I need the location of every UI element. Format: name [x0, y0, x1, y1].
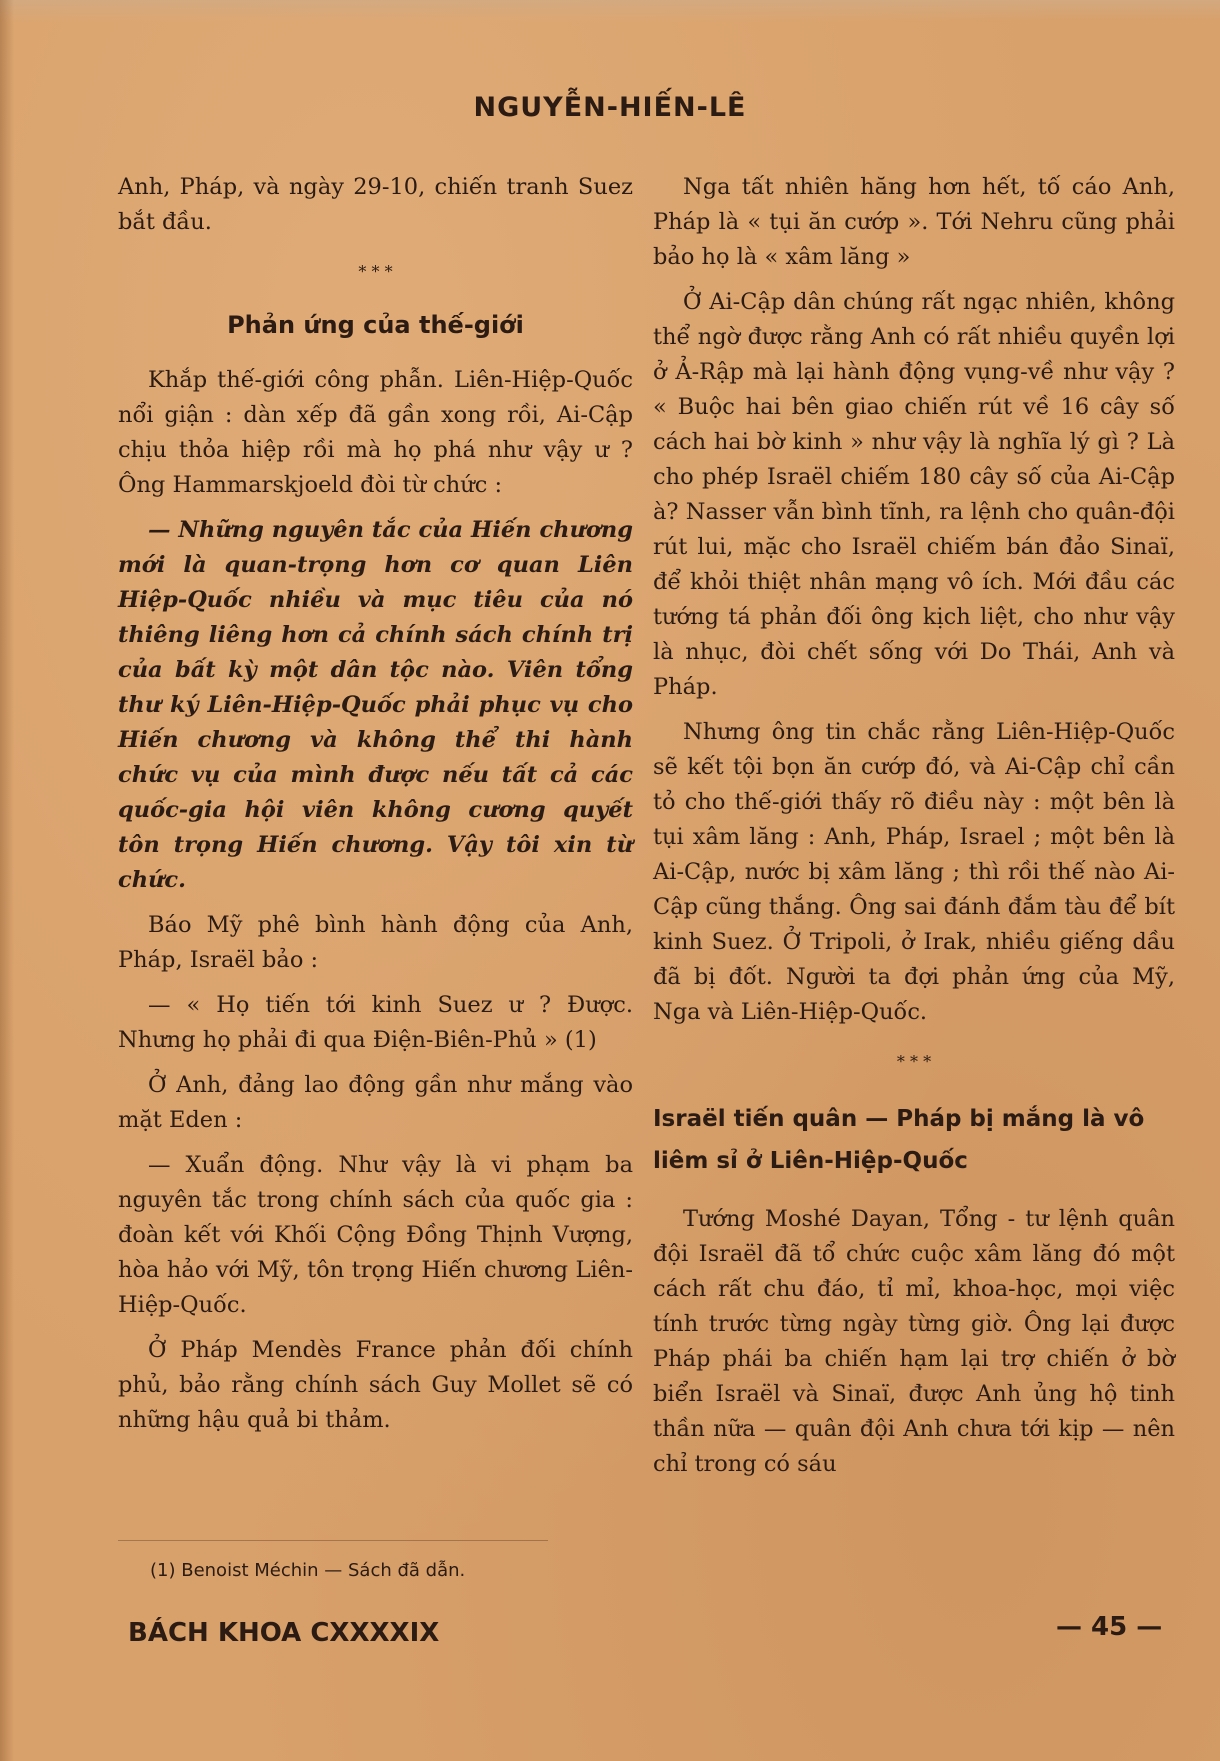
page-header: NGUYỄN-HIẾN-LÊ	[473, 92, 747, 123]
page-number: — 45 —	[1056, 1612, 1163, 1642]
right-column	[653, 170, 1175, 1492]
paper-edge-left	[0, 0, 14, 1761]
footnote: (1) Benoist Méchin — Sách đã dẫn.	[150, 1560, 466, 1581]
paper-edge-top	[0, 0, 1220, 22]
paragraph: Nhưng ông tin chắc rằng Liên-Hiệp-Quốc sẽ kết tội bọn ăn cướp đó, và Ai-Cập chỉ cần tỏ cho thế-giới thấy rõ điều này : một bên là tụi xâm lăng : Anh, Pháp, Israel ; một bên là Ai-Cập, nước bị xâm lăng ; thì rồi thế nào Ai-Cập cũng thắng. Ông sai đánh đắm tàu để bít kinh Suez. Ở Tripoli, ở Irak, nhiều giếng dầu đã bị đốt. Người ta đợi phản ứng của Mỹ, Nga và Liên-Hiệp-Quốc.	[653, 719, 1175, 1025]
section-separator: * * *	[358, 262, 393, 281]
paragraph: — « Họ tiến tới kinh Suez ư ? Được. Nhưng họ phải đi qua Điện-Biên-Phủ » (1)	[118, 992, 633, 1053]
section-title: Phản ứng của thế-giới	[227, 311, 524, 339]
paragraph: Nga tất nhiên hăng hơn hết, tố cáo Anh, Pháp là « tụi ăn cướp ». Tới Nehru cũng phải bảo họ là « xâm lăng »	[653, 174, 1175, 270]
paragraph: Tướng Moshé Dayan, Tổng - tư lệnh quân đội Israël đã tổ chức cuộc xâm lăng đó một cách rất chu đáo, tỉ mỉ, khoa-học, mọi việc tính trước từng ngày từng giờ. Ông lại được Pháp phái ba chiến hạm lại trợ chiến ở bờ biển Israël và Sinaï, được Anh ủng hộ tinh thần nữa — quân đội Anh chưa tới kịp — nên chỉ trong có sáu	[653, 1206, 1175, 1477]
left-column	[118, 170, 633, 1448]
paragraph: Anh, Pháp, và ngày 29-10, chiến tranh Suez bắt đầu.	[118, 174, 633, 235]
paragraph: Ở Pháp Mendès France phản đối chính phủ, bảo rằng chính sách Guy Mollet sẽ có những hậu quả bi thảm.	[118, 1337, 633, 1433]
footnote-divider	[118, 1540, 548, 1541]
footer-publication: BÁCH KHOA CXXXXIX	[128, 1618, 440, 1648]
paragraph: — Xuẩn động. Như vậy là vi phạm ba nguyên tắc trong chính sách của quốc gia : đoàn kết với Khối Cộng Đồng Thịnh Vượng, hòa hảo với Mỹ, tôn trọng Hiến chương Liên-Hiệp-Quốc.	[118, 1152, 633, 1318]
paragraph: Ở Anh, đảng lao động gần như mắng vào mặt Eden :	[118, 1072, 633, 1133]
paragraph: Khắp thế-giới công phẫn. Liên-Hiệp-Quốc nổi giận : dàn xếp đã gần xong rồi, Ai-Cập chịu thỏa hiệp rồi mà họ phá như vậy ư ? Ông Hammarskjoeld đòi từ chức :	[118, 367, 633, 498]
section-title: Israël tiến quân — Pháp bị mắng là vô liêm sỉ ở Liên-Hiệp-Quốc	[653, 1106, 1145, 1174]
paragraph: Báo Mỹ phê bình hành động của Anh, Pháp, Israël bảo :	[118, 912, 633, 973]
paragraph: Ở Ai-Cập dân chúng rất ngạc nhiên, không thể ngờ được rằng Anh có rất nhiều quyền lợi ở Ả-Rập mà lại hành động vụng-về như vậy ? « Buộc hai bên giao chiến rút về 16 cây số cách hai bờ kinh » như vậy là nghĩa lý gì ? Là cho phép Israël chiếm 180 cây số của Ai-Cập à? Nasser vẫn bình tĩnh, ra lệnh cho quân-đội rút lui, mặc cho Israël chiếm bán đảo Sinaï, để khỏi thiệt nhân mạng vô ích. Mới đầu các tướng tá phản đối ông kịch liệt, cho như vậy là nhục, đòi chết sống với Do Thái, Anh và Pháp.	[653, 289, 1175, 700]
quote-paragraph: — Những nguyên tắc của Hiến chương mới là quan-trọng hơn cơ quan Liên Hiệp-Quốc nhiều và mục tiêu của nó thiêng liêng hơn cả chính sách chính trị của bất kỳ một dân tộc nào. Viên tổng thư ký Liên-Hiệp-Quốc phải phục vụ cho Hiến chương và không thể thi hành chức vụ của mình được nếu tất cả các quốc-gia hội viên không cương quyết tôn trọng Hiến chương. Vậy tôi xin từ chức.	[118, 517, 633, 893]
section-separator: * * *	[896, 1052, 932, 1071]
